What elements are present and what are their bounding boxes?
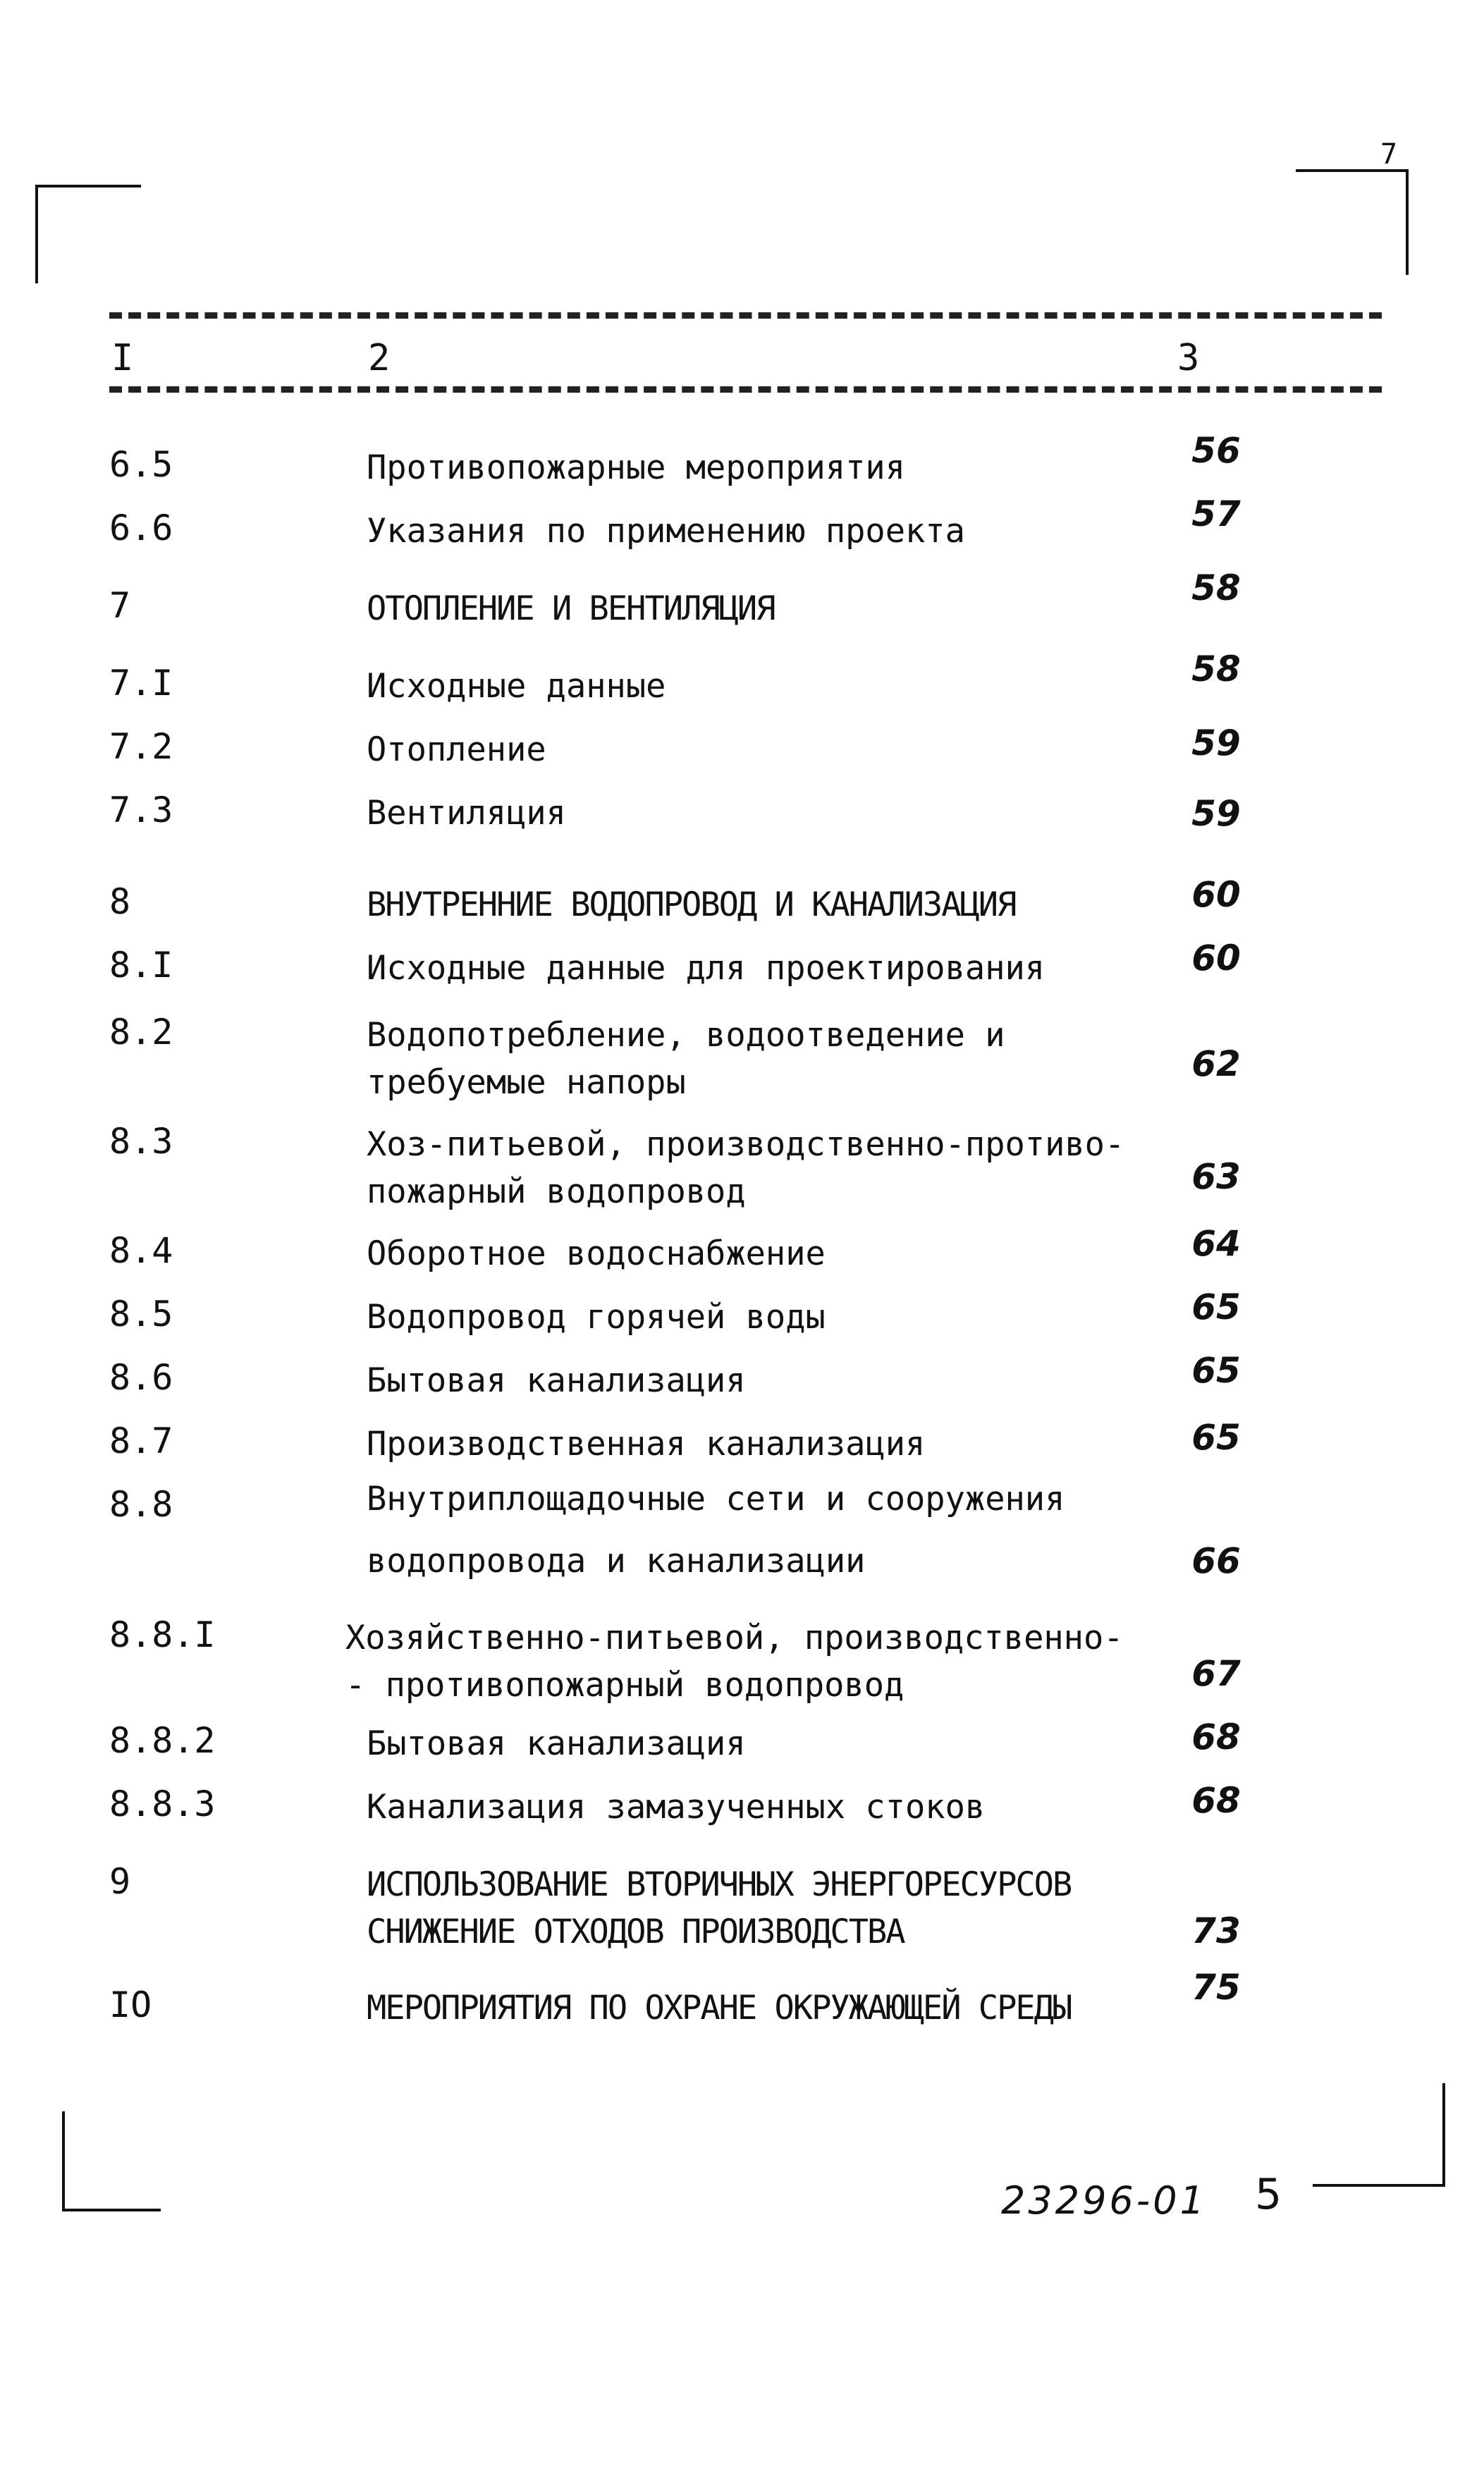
page-number: 56 (1191, 430, 1241, 471)
page-number: 57 (1191, 493, 1241, 534)
corner-mark-bottom-left (62, 2111, 65, 2210)
section-title: Оборотное водоснабжение (367, 1234, 826, 1273)
page-number: 62 (1191, 1043, 1241, 1084)
page-number: 75 (1191, 1967, 1241, 2008)
page-number: 65 (1191, 1417, 1241, 1458)
section-title: Противопожарные мероприятия (367, 448, 906, 487)
sheet-number: 7 (1380, 138, 1398, 171)
page-number: 68 (1191, 1780, 1241, 1821)
page-number: 65 (1191, 1287, 1241, 1327)
section-number: 7.I (109, 663, 173, 704)
page-number: 59 (1191, 793, 1241, 834)
section-number: 8.I (109, 945, 173, 986)
page-number: 67 (1191, 1653, 1241, 1694)
page-number: 60 (1191, 938, 1241, 978)
section-title: Хоз-питьевой, производственно-противо- пожарный водопровод (367, 1125, 1125, 1211)
page-number: 58 (1191, 567, 1241, 608)
document-code: 23296-01 (1001, 2178, 1207, 2223)
page-footer-number: 5 (1255, 2170, 1282, 2219)
page-number: 64 (1191, 1223, 1241, 1264)
column-header-number: I (111, 337, 134, 379)
page-number: 59 (1191, 723, 1241, 763)
section-number: 9 (109, 1861, 131, 1902)
section-title: Бытовая канализация (367, 1361, 746, 1400)
page-number: 63 (1191, 1156, 1241, 1197)
section-title: Указания по применению проекта (367, 512, 965, 551)
section-title: Водопотребление, водоотведение и требуемые напоры (367, 1016, 1005, 1102)
section-title: Исходные данные (367, 667, 666, 706)
section-title: МЕРОПРИЯТИЯ ПО ОХРАНЕ ОКРУЖАЮЩЕЙ СРЕДЫ (367, 1989, 1072, 2027)
column-header-title: 2 (368, 337, 391, 379)
section-number: 8.3 (109, 1121, 173, 1162)
page-number: 66 (1191, 1540, 1241, 1581)
section-title: ИСПОЛЬЗОВАНИЕ ВТОРИЧНЫХ ЭНЕРГОРЕСУРСОВ СНИЖЕНИЕ ОТХОДОВ ПРОИЗВОДСТВА (367, 1865, 1072, 1951)
section-number: 7 (109, 585, 131, 626)
section-number: 8.8.I (109, 1614, 216, 1655)
corner-mark-top-left (35, 185, 38, 283)
page-number: 58 (1191, 649, 1241, 689)
section-title: ВНУТРЕННИЕ ВОДОПРОВОД И КАНАЛИЗАЦИЯ (367, 885, 1016, 924)
section-number: IO (109, 1984, 152, 2025)
corner-mark-bottom-right (1313, 2184, 1445, 2187)
section-number: 8.5 (109, 1294, 173, 1334)
section-number: 8.6 (109, 1357, 173, 1398)
page-number: 60 (1191, 874, 1241, 915)
corner-mark-top-left (35, 185, 141, 188)
section-title: Производственная канализация (367, 1425, 926, 1463)
section-title: Внутриплощадочные сети и сооружения водопровода и канализации (367, 1480, 1065, 1581)
corner-mark-bottom-right (1442, 2083, 1445, 2185)
section-title: ОТОПЛЕНИЕ И ВЕНТИЛЯЦИЯ (367, 589, 775, 628)
section-number: 7.2 (109, 726, 173, 767)
page-number: 68 (1191, 1717, 1241, 1757)
page-number: 65 (1191, 1350, 1241, 1391)
section-number: 8.8.2 (109, 1720, 216, 1761)
header-top-rule (109, 312, 1382, 319)
section-number: 6.5 (109, 444, 173, 485)
column-header-page: 3 (1177, 337, 1200, 379)
section-number: 6.6 (109, 508, 173, 548)
page-number: 73 (1191, 1910, 1241, 1951)
corner-mark-bottom-left (62, 2209, 161, 2211)
section-number: 8.7 (109, 1420, 173, 1461)
section-title: Водопровод горячей воды (367, 1298, 826, 1337)
section-number: 8.2 (109, 1012, 173, 1053)
corner-mark-top-right (1406, 169, 1409, 275)
section-number: 8.4 (109, 1230, 173, 1271)
section-title: Канализация замазученных стоков (367, 1788, 986, 1827)
section-title: Вентиляция (367, 794, 566, 833)
section-title: Исходные данные для проектирования (367, 949, 1045, 988)
section-title: Бытовая канализация (367, 1724, 746, 1763)
header-bottom-rule (109, 386, 1382, 393)
section-number: 8 (109, 881, 131, 922)
section-number: 7.3 (109, 790, 173, 830)
section-title: Хозяйственно-питьевой, производственно- - противопожарный водопровод (345, 1619, 1124, 1705)
section-number: 8.8.3 (109, 1784, 216, 1824)
section-title: Отопление (367, 730, 546, 769)
section-number: 8.8 (109, 1484, 173, 1525)
